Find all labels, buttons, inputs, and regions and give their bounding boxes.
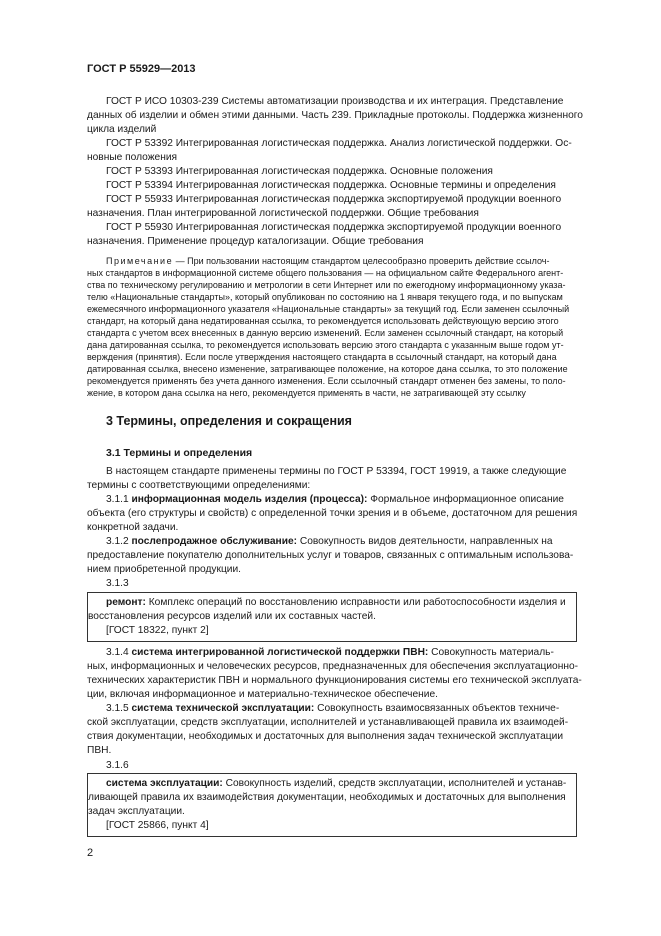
- note-line: телю «Национальные стандарты», который опубликован по состоянию на 1 января текущего года, и по выпускам: [87, 292, 563, 302]
- term-line: нием приобретенной продукции.: [87, 564, 242, 575]
- term-name: система эксплуатации:: [106, 778, 223, 789]
- term-line: предоставление покупателю дополнительных услуг и товаров, связанных с оптимальным использова-: [87, 550, 574, 561]
- term-line: задач эксплуатации.: [88, 806, 185, 817]
- term-name: система интегрированной логистической поддержки ПВН:: [131, 647, 429, 658]
- term-3-1-6: система эксплуатации: Совокупность изделий, средств эксплуатации, исполнителей и устанав-: [106, 778, 567, 789]
- section-heading: 3 Термины, определения и сокращения: [106, 414, 352, 428]
- intro-line: В настоящем стандарте применены термины по ГОСТ Р 53394, ГОСТ 19919, а также следующие: [106, 466, 567, 477]
- term-3-1-3-box: [87, 592, 577, 642]
- term-line: восстановления ресурсов изделий или их составных частей.: [88, 611, 376, 622]
- ref-line: назначения. План интегрированной логистической поддержки. Общие требования: [87, 208, 479, 219]
- ref-line: ГОСТ Р 53392 Интегрированная логистическая поддержка. Анализ логистической поддержки. Ос-: [106, 138, 572, 149]
- term-source: [ГОСТ 25866, пункт 4]: [106, 820, 209, 831]
- note-line: ных стандартов в информационной системе общего пользования — на официальном сайте Федерального агент-: [87, 268, 564, 278]
- term-line: ской эксплуатации, средств эксплуатации, исполнителей и устанавливающей правила их взаимодей-: [87, 717, 569, 728]
- note-line: стандарта с учетом всех внесенных в данную версию изменений. Если заменен ссылочный стандарт, на который: [87, 328, 564, 338]
- note-line: дана датированная ссылка, то рекомендуется использовать версию этого стандарта с указанным выше годом ут-: [87, 340, 564, 350]
- term-line: ствия документации, необходимых и достаточных для выполнения задач технической эксплуатации: [87, 731, 564, 742]
- ref-line: ГОСТ Р 53394 Интегрированная логистическая поддержка. Основные термины и определения: [106, 180, 556, 191]
- term-3-1-4: 3.1.4 система интегрированной логистической поддержки ПВН: Совокупность материаль-: [106, 647, 554, 658]
- ref-line: ГОСТ Р 55930 Интегрированная логистическая поддержка экспортируемой продукции военного: [106, 222, 562, 233]
- page-header: ГОСТ Р 55929—2013: [87, 63, 196, 75]
- term-name: послепродажное обслуживание:: [131, 536, 298, 547]
- term-3-1-2: 3.1.2 послепродажное обслуживание: Совокупность видов деятельности, направленных на: [106, 536, 553, 547]
- term-number: 3.1.3: [106, 578, 129, 589]
- term-3-1-5: 3.1.5 система технической эксплуатации: Совокупность взаимосвязанных объектов техниче-: [106, 703, 560, 714]
- term-name: ремонт:: [106, 597, 146, 608]
- term-source: [ГОСТ 18322, пункт 2]: [106, 625, 209, 636]
- term-line: конкретной задачи.: [87, 522, 179, 533]
- term-line: ПВН.: [87, 745, 112, 756]
- term-name: информационная модель изделия (процесса):: [131, 494, 368, 505]
- note-line: датированная ссылка, внесено изменение, затрагивающее положение, на которое дана ссылка, то это положение: [87, 364, 568, 374]
- note-label: Примечание: [106, 256, 174, 266]
- note-line: жение, в котором дана ссылка на него, рекомендуется применять в части, не затрагивающей эту ссылку: [87, 388, 526, 398]
- ref-line: ГОСТ Р 55933 Интегрированная логистическая поддержка экспортируемой продукции военного: [106, 194, 562, 205]
- subsection-heading: 3.1 Термины и определения: [106, 447, 253, 459]
- term-line: ных, информационных и человеческих ресурсов, предназначенных для обеспечения эксплуатационно-: [87, 661, 579, 672]
- term-number: 3.1.6: [106, 760, 129, 771]
- term-line: технических характеристик ПВН и нормального функционирования системы его технической эксплуата-: [87, 675, 582, 686]
- intro-line: термины с соответствующими определениями:: [87, 480, 311, 491]
- ref-line: ГОСТ Р 53393 Интегрированная логистическая поддержка. Основные положения: [106, 166, 493, 177]
- page-number: 2: [87, 847, 94, 859]
- note-line: рекомендуется применять без учета данного изменения. Если ссылочный стандарт отменен без замены, то поло-: [87, 376, 566, 386]
- ref-line: ГОСТ Р ИСО 10303-239 Системы автоматизации производства и их интеграция. Представление: [106, 96, 564, 107]
- term-3-1-1: 3.1.1 информационная модель изделия (процесса): Формальное информационное описание: [106, 494, 564, 505]
- term-3-1-3: ремонт: Комплекс операций по восстановлению исправности или работоспособности изделия и: [106, 597, 566, 608]
- note-first-line: Примечание — При пользовании настоящим стандартом целесообразно проверить действие ссылоч-: [106, 256, 550, 266]
- note-line: стандарт, на который дана недатированная ссылка, то рекомендуется использовать действующую версию этого: [87, 316, 559, 326]
- term-line: ливающей правила их взаимодействия документации, необходимых и достаточных для выполнения: [88, 792, 566, 803]
- term-line: ции, включая информационное и материально-техническое обеспечение.: [87, 689, 438, 700]
- term-line: объекта (его структуры и свойств) с определенной точки зрения и в объеме, достаточном для решения: [87, 508, 578, 519]
- note-line: ежемесячного информационного указателя «Национальные стандарты» за текущий год. Если заменен ссылочный: [87, 304, 570, 314]
- term-3-1-6-box: [87, 773, 577, 837]
- ref-line: данных об изделии и обмен этими данными. Часть 239. Прикладные протоколы. Поддержка жизненного: [87, 110, 583, 121]
- ref-line: цикла изделий: [87, 124, 157, 135]
- note-line: верждения (принятия). Если после утверждения настоящего стандарта в ссылочный стандарт, на который дана: [87, 352, 557, 362]
- term-name: система технической эксплуатации:: [131, 703, 315, 714]
- ref-line: новные положения: [87, 152, 178, 163]
- ref-line: назначения. Применение процедур каталогизации. Общие требования: [87, 236, 424, 247]
- note-line: ства по техническому регулированию и метрологии в сети Интернет или по ежегодному информационному указа-: [87, 280, 566, 290]
